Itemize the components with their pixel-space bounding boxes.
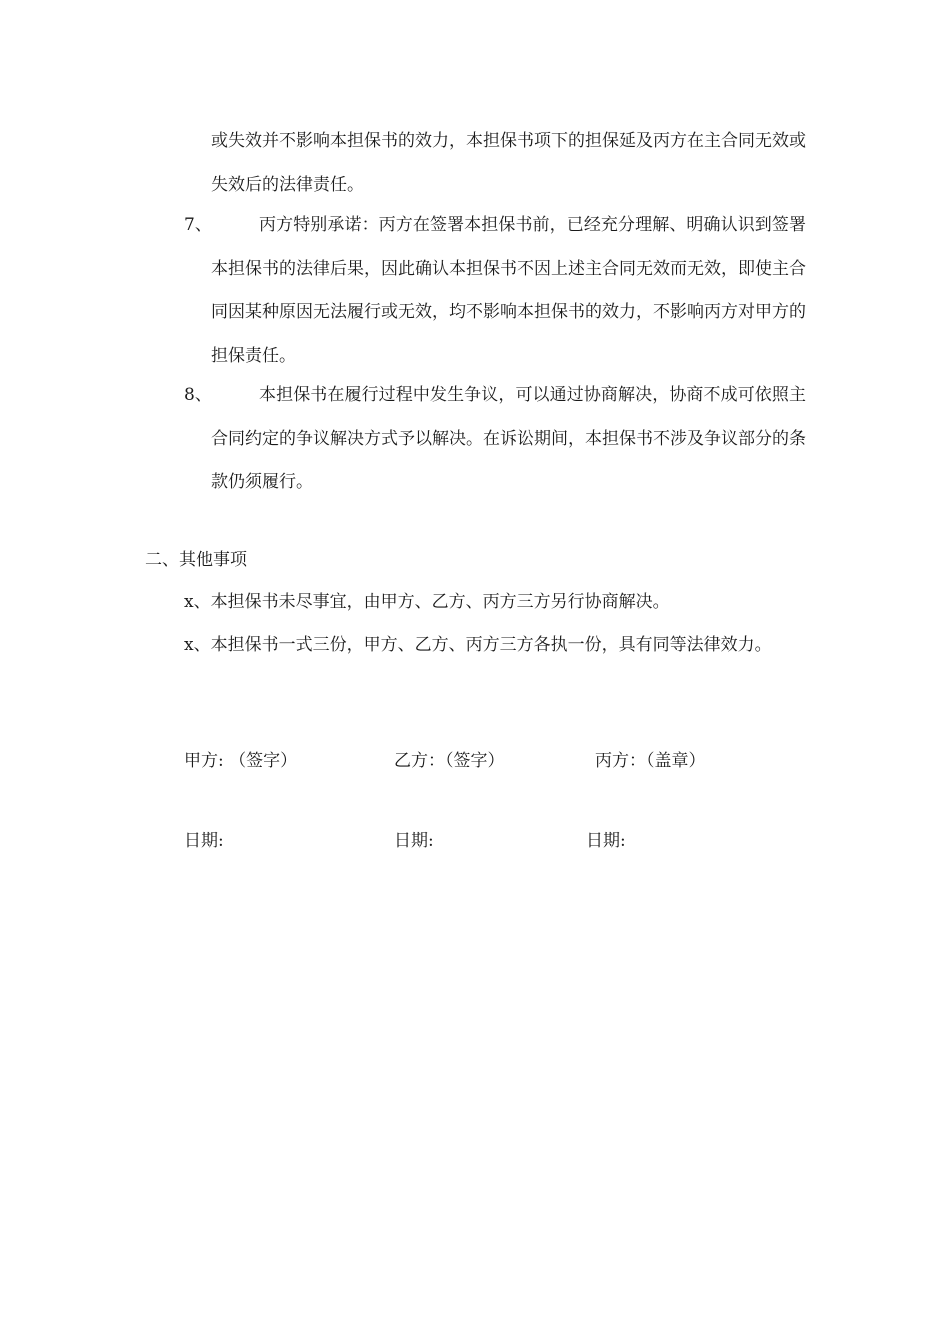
clause-7-number: 7、 <box>184 215 212 235</box>
clause-8-number: 8、 <box>184 385 212 405</box>
section-clause-1: x、本担保书未尽事宜，由甲方、乙方、丙方三方另行协商解决。 <box>184 592 670 612</box>
party-b-signature: 乙方：（签字） <box>394 751 505 771</box>
section-clause-2: x、本担保书一式三份，甲方、乙方、丙方三方各执一份，具有同等法律效力。 <box>184 635 772 655</box>
party-a-signature: 甲方: （签字） <box>184 751 298 771</box>
party-c-seal: 丙方：（盖章） <box>595 751 706 771</box>
clause-7-text: 丙方特别承诺：丙方在签署本担保书前，已经充分理解、明确认识到签署本担保书的法律后果，因此确认本担保书不因上述主合同无效而无效，即使主合同因某种原因无法履行或无效，均不影响本担保书的效力，不影响丙方对甲方的担保责任。 <box>211 215 806 366</box>
clause-8-text: 本担保书在履行过程中发生争议，可以通过协商解决，协商不成可依照主合同约定的争议解决方式予以解决。在诉讼期间，本担保书不涉及争议部分的条款仍须履行。 <box>211 385 806 492</box>
section-heading: 二、其他事项 <box>145 550 247 570</box>
party-b-date: 日期: <box>394 831 434 851</box>
party-a-date: 日期: <box>184 831 224 851</box>
clause-6-continuation: 或失效并不影响本担保书的效力，本担保书项下的担保延及丙方在主合同无效或失效后的法律责任。 <box>211 131 806 195</box>
party-c-date: 日期: <box>586 831 626 851</box>
